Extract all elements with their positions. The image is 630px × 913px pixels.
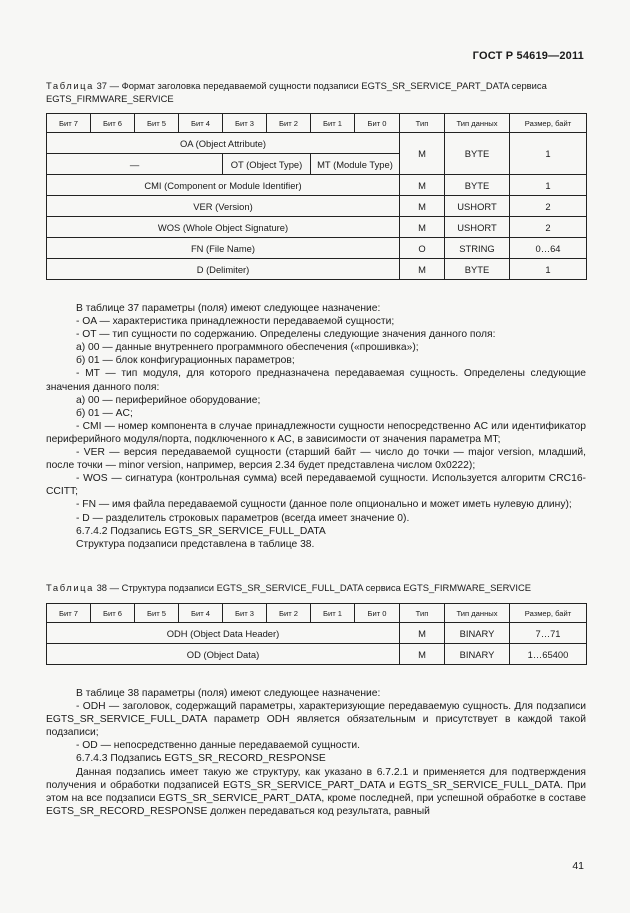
table-38 <box>46 603 587 665</box>
section-heading: 6.7.4.2 Подзапись EGTS_SR_SERVICE_FULL_DATA <box>76 525 326 537</box>
field-size: 0…64 <box>510 238 587 259</box>
field-size: 2 <box>510 196 587 217</box>
paragraph: - OA — характеристика принадлежности передаваемой сущности; <box>76 316 395 328</box>
field-data-type: BINARY <box>445 644 510 665</box>
column-header: Тип <box>400 604 445 623</box>
field-size: 1…65400 <box>510 644 587 665</box>
page-number: 41 <box>572 860 584 872</box>
paragraph: В таблице 38 параметры (поля) имеют следующее назначение: <box>76 688 381 699</box>
column-header: Бит 5 <box>135 604 179 623</box>
column-header: Тип данных <box>445 114 510 133</box>
column-header: Бит 6 <box>91 604 135 623</box>
column-header: Бит 6 <box>91 114 135 133</box>
field-data-type: USHORT <box>445 196 510 217</box>
field-name: CMI (Component or Module Identifier) <box>47 175 400 196</box>
field-type: M <box>400 623 445 644</box>
table-row <box>47 217 587 238</box>
paragraph: - ODH — заголовок, содержащий параметры, характеризующие передаваемую сущность. Для подзаписи EGTS_SR_SERVICE_FULL_DATA параметр ODH является обязательным и присутствует в каждой такой подзаписи; <box>46 701 586 739</box>
field-size: 7…71 <box>510 623 587 644</box>
column-header: Тип данных <box>445 604 510 623</box>
column-header: Бит 3 <box>223 114 267 133</box>
field-name: OD (Object Data) <box>47 644 400 665</box>
table-37-caption <box>46 80 586 105</box>
column-header: Бит 2 <box>267 604 311 623</box>
table-38-caption-word: Таблица <box>46 582 94 593</box>
field-data-type: BINARY <box>445 623 510 644</box>
field-size: 2 <box>510 217 587 238</box>
field-size: 1 <box>510 259 587 280</box>
oa-type: M <box>400 133 445 175</box>
field-data-type: USHORT <box>445 217 510 238</box>
column-header: Бит 0 <box>355 114 400 133</box>
paragraph: В таблице 37 параметры (поля) имеют следующее назначение: <box>76 303 381 314</box>
paragraph: - OT — тип сущности по содержанию. Определены следующие значения данного поля: <box>76 329 496 341</box>
field-data-type: BYTE <box>445 175 510 196</box>
column-header: Размер, байт <box>510 604 587 623</box>
field-type: O <box>400 238 445 259</box>
field-data-type: STRING <box>445 238 510 259</box>
section-heading: 6.7.4.3 Подзапись EGTS_SR_RECORD_RESPONSE <box>76 753 326 765</box>
ot-label: OT (Object Type) <box>223 154 311 175</box>
column-header: Бит 4 <box>179 114 223 133</box>
paragraph: - D — разделитель строковых параметров (всегда имеет значение 0). <box>76 512 410 524</box>
field-name: FN (File Name) <box>47 238 400 259</box>
table-37-header-row <box>47 114 587 133</box>
field-size: 1 <box>510 175 587 196</box>
paragraph: б) 01 — блок конфигурационных параметров; <box>76 355 295 367</box>
body-text-1 <box>46 302 586 551</box>
column-header: Бит 5 <box>135 114 179 133</box>
paragraph: - FN — имя файла передаваемой сущности (данное поле опционально и может иметь нулевую длину); <box>76 499 572 511</box>
paragraph: - OD — непосредственно данные передаваемой сущности. <box>76 740 361 752</box>
field-type: M <box>400 175 445 196</box>
column-header: Бит 7 <box>47 114 91 133</box>
field-name: WOS (Whole Object Signature) <box>47 217 400 238</box>
body-text-2 <box>46 687 586 818</box>
field-data-type: BYTE <box>445 259 510 280</box>
paragraph: - VER — версия передаваемой сущности (старший байт — число до точки — major version, младший, после точки — minor version, например, версия 2.34 будет представлена числом 0x0222); <box>46 447 586 472</box>
table-37-caption-text: 37 — Формат заголовка передаваемой сущности подзаписи EGTS_SR_SERVICE_PART_DATA сервиса EGTS_FIRMWARE_SERVICE <box>46 80 547 104</box>
table-row <box>47 133 587 154</box>
column-header: Бит 7 <box>47 604 91 623</box>
field-type: M <box>400 259 445 280</box>
field-name: VER (Version) <box>47 196 400 217</box>
paragraph: Структура подзаписи представлена в таблице 38. <box>76 538 315 550</box>
column-header: Бит 3 <box>223 604 267 623</box>
mt-label: MT (Module Type) <box>311 154 400 175</box>
oa-size: 1 <box>510 133 587 175</box>
oa-label: OA (Object Attribute) <box>47 133 400 154</box>
table-38-caption <box>46 582 586 595</box>
field-type: M <box>400 217 445 238</box>
column-header: Тип <box>400 114 445 133</box>
column-header: Бит 2 <box>267 114 311 133</box>
column-header: Бит 0 <box>355 604 400 623</box>
paragraph: - MT — тип модуля, для которого предназначена передаваемая сущность. Определены следующие значения данного поля: <box>46 368 586 393</box>
column-header: Размер, байт <box>510 114 587 133</box>
field-name: ODH (Object Data Header) <box>47 623 400 644</box>
oa-data-type: BYTE <box>445 133 510 175</box>
column-header: Бит 4 <box>179 604 223 623</box>
field-name: D (Delimiter) <box>47 259 400 280</box>
paragraph: - WOS — сигнатура (контрольная сумма) всей передаваемой сущности. Используется алгоритм CRC16-CCITT; <box>46 473 586 498</box>
table-row <box>47 259 587 280</box>
paragraph: а) 00 — периферийное оборудование; <box>76 394 261 406</box>
column-header: Бит 1 <box>311 114 355 133</box>
oa-reserved-bits: — <box>47 154 223 175</box>
table-38-header-row <box>47 604 587 623</box>
table-37-caption-word: Таблица <box>46 80 94 91</box>
paragraph: а) 00 — данные внутреннего программного обеспечения («прошивка»); <box>76 342 419 354</box>
table-38-caption-text: 38 — Структура подзаписи EGTS_SR_SERVICE_FULL_DATA сервиса EGTS_FIRMWARE_SERVICE <box>93 582 532 593</box>
paragraph: б) 01 — AC; <box>76 407 133 419</box>
table-row <box>47 623 587 644</box>
table-row <box>47 644 587 665</box>
standard-designation: ГОСТ Р 54619—2011 <box>472 50 584 62</box>
paragraph: - CMI — номер компонента в случае принадлежности сущности непосредственно AC или идентификатор периферийного модуля/порта, подключенного к AC, в зависимости от значения параметра MT; <box>46 420 586 445</box>
table-row <box>47 196 587 217</box>
field-type: M <box>400 196 445 217</box>
table-row <box>47 238 587 259</box>
table-row <box>47 175 587 196</box>
table-37 <box>46 113 587 280</box>
field-type: M <box>400 644 445 665</box>
paragraph: Данная подзапись имеет такую же структуру, как указано в 6.7.2.1 и применяется для подтверждения получения и обработки подзаписей EGTS_SR_SERVICE_PART_DATA и EGTS_SR_SERVICE_FULL_DATA. При этом на все подзаписи EGTS_SR_SERVICE_PART_DATA, кроме последней, при успешной обработке в составе EGTS_SR_RECORD_RESPONSE должен передаваться код результата, равный <box>46 766 586 817</box>
column-header: Бит 1 <box>311 604 355 623</box>
